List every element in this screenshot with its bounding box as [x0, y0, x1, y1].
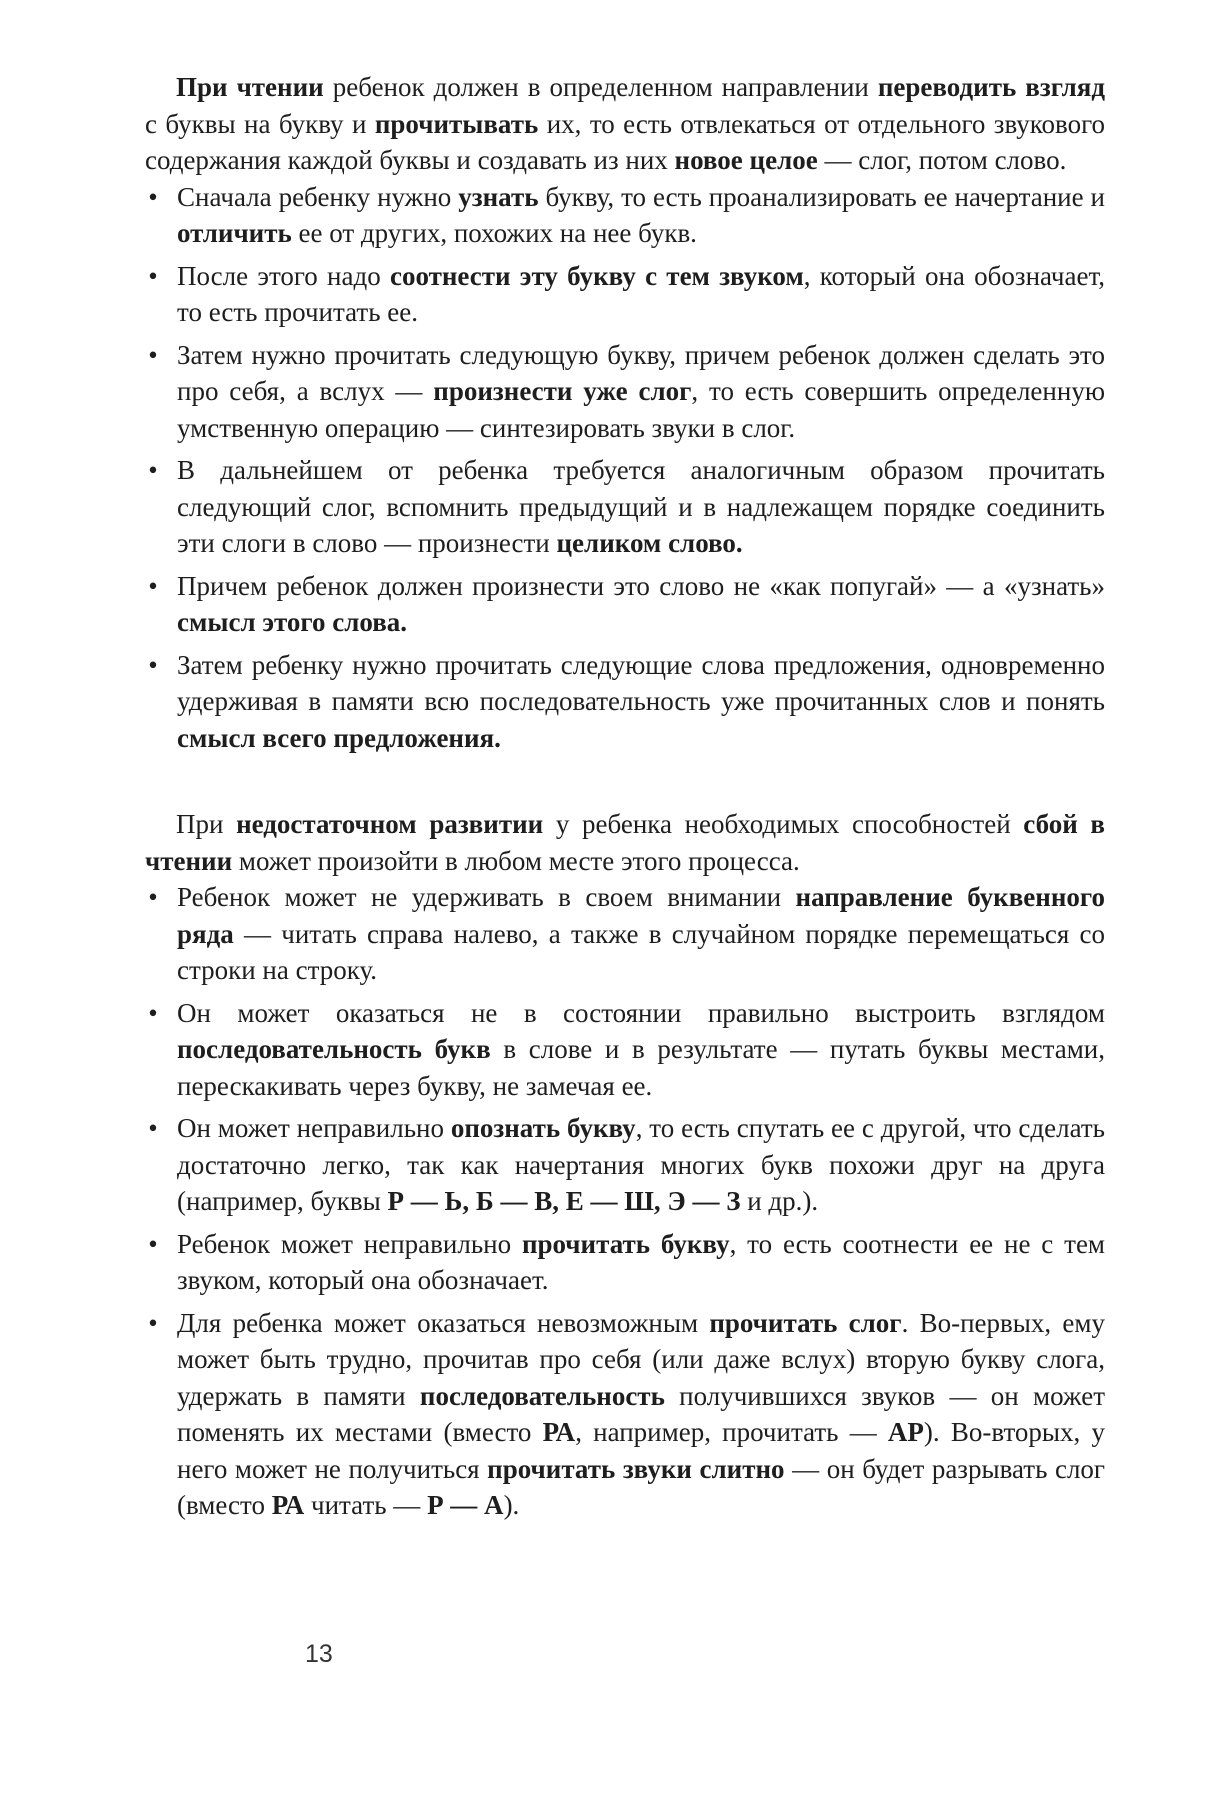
text: Затем нужно прочитать следующую букву, причем ребенок должен сделать это про себя, а вслух —	[177, 339, 1105, 406]
text: , то есть соотнести ее не с тем звуком, который она обозначает.	[177, 1228, 1106, 1295]
bold-text: целиком слово.	[556, 528, 743, 558]
text: ).	[503, 1490, 520, 1520]
bold-text: смысл всего предложения.	[177, 722, 501, 753]
text: получившихся звуков — он может поменять их местами (вместо	[177, 1380, 1105, 1447]
bold-text: новое целое	[674, 145, 818, 175]
text: . Во-первых, ему может быть трудно, прочитав про себя (или даже вслух) вторую букву слога, удержать в памяти	[177, 1307, 1105, 1411]
text: , который она обозначает, то есть прочитать ее.	[177, 260, 1105, 327]
text: у ребенка необходимых способностей	[543, 809, 1024, 839]
bullet-icon: •	[148, 181, 158, 212]
list-item	[148, 337, 1105, 447]
bullet-icon: •	[148, 1228, 158, 1259]
bold-text: отличить	[177, 218, 292, 248]
text: , например, прочитать —	[575, 1417, 888, 1447]
list-item	[148, 647, 1105, 757]
text: — он будет разрывать слог (вместо	[177, 1453, 1105, 1520]
text: Он может неправильно	[177, 1113, 451, 1143]
text: Сначала ребенку нужно	[177, 181, 459, 212]
text: букву, то есть проанализировать ее начертание и	[538, 181, 1105, 212]
text: ее от других, похожих на нее букв.	[291, 218, 697, 248]
bold-text: последовательность букв	[177, 1034, 491, 1064]
text: В дальнейшем от ребенка требуется аналогичным образом прочитать следующий слог, вспомнить предыдущий и в надлежащем порядке соединить эти слоги в слово — произнести	[177, 455, 1105, 558]
text: , то есть совершить определенную умственную операцию — синтезировать звуки в слог.	[177, 376, 1105, 443]
text: Причем ребенок должен произнести это слово не «как попугай» — а «узнать»	[177, 570, 1105, 601]
bullet-icon: •	[148, 339, 158, 370]
section-reading-failures	[145, 806, 1105, 1524]
text: Ребенок может не удерживать в своем внимании	[177, 882, 796, 912]
bold-text: переводить взгляд	[877, 72, 1106, 102]
list-item	[148, 879, 1105, 989]
intro-paragraph	[145, 69, 1105, 179]
list-item	[148, 1226, 1106, 1299]
text: Он может оказаться не в состоянии правильно выстроить взглядом	[177, 997, 1105, 1028]
page-number: 13	[305, 1640, 333, 1668]
bold-text: опознать букву	[450, 1113, 636, 1143]
text: ребенок должен в определенном направлении	[323, 72, 878, 102]
bold-text: РА	[542, 1417, 576, 1447]
bold-text: недостаточном развитии	[236, 809, 544, 839]
bold-text: узнать	[458, 181, 539, 212]
bullet-icon: •	[148, 997, 158, 1028]
bold-text: прочитать букву	[521, 1228, 730, 1259]
text: ). Во-вторых, у него может не получиться	[177, 1417, 1106, 1484]
list-item	[148, 1305, 1106, 1524]
bold-text: сбой в чтении	[145, 809, 1106, 876]
bold-text: произнести уже слог	[433, 376, 692, 406]
reading-failures-list	[145, 879, 1105, 1524]
bold-text: Р — А	[427, 1490, 504, 1520]
list-item	[148, 258, 1105, 331]
bold-text: АР	[887, 1417, 924, 1447]
bold-text: соотнести эту букву с тем звуком	[389, 260, 804, 291]
bold-text: прочитывать	[374, 108, 539, 139]
text: и др.).	[740, 1186, 819, 1216]
bullet-icon: •	[148, 1113, 158, 1143]
bullet-icon: •	[148, 455, 158, 485]
text: Ребенок может неправильно	[177, 1228, 522, 1259]
list-item	[148, 995, 1105, 1105]
text: в слове и в результате — путать буквы местами, перескакивать через букву, не замечая ее.	[177, 1034, 1105, 1101]
section-reading-process	[145, 69, 1105, 756]
text: После этого надо	[177, 260, 390, 291]
bold-text: последовательность	[419, 1380, 665, 1411]
list-item	[148, 179, 1105, 252]
bullet-icon: •	[148, 570, 158, 601]
bold-text: направление буквенного ряда	[177, 882, 1105, 949]
bullet-icon: •	[148, 260, 158, 291]
text: Затем ребенку нужно прочитать следующие слова предложения, одновременно удерживая в памяти всю последовательность уже прочитанных слов и понять	[177, 649, 1105, 716]
text: с буквы на букву и	[145, 108, 375, 139]
bold-text: прочитать слог	[709, 1307, 902, 1338]
bullet-icon: •	[148, 882, 158, 912]
text: их, то есть отвлекаться от отдельного звукового содержания каждой буквы и создавать из них	[145, 108, 1106, 175]
text: может произойти в любом месте этого процесса.	[232, 845, 800, 876]
bullet-icon: •	[148, 649, 158, 680]
text: При	[176, 809, 237, 839]
text: Для ребенка может оказаться невозможным	[177, 1307, 710, 1338]
list-item	[148, 452, 1105, 562]
bold-text: РА	[271, 1490, 305, 1520]
bold-text: Р — Ь, Б — В, Е — Ш, Э — З	[387, 1186, 741, 1216]
text: , то есть спутать ее с другой, что сделать достаточно легко, так как начертания многих букв похожи друг на друга (например, буквы	[177, 1113, 1105, 1216]
bullet-icon: •	[148, 1307, 158, 1338]
bold-text: прочитать звуки слитно	[487, 1453, 785, 1484]
intro-paragraph	[145, 806, 1105, 879]
list-item	[148, 1110, 1105, 1220]
bold-text: При чтении	[176, 72, 324, 102]
text: читать —	[304, 1490, 428, 1520]
bold-text: смысл этого слова.	[177, 607, 408, 637]
text: — читать справа налево, а также в случайном порядке перемещаться со строки на строку.	[177, 918, 1105, 985]
list-item	[148, 568, 1105, 641]
text: — слог, потом слово.	[817, 145, 1067, 175]
reading-steps-list	[145, 179, 1105, 757]
